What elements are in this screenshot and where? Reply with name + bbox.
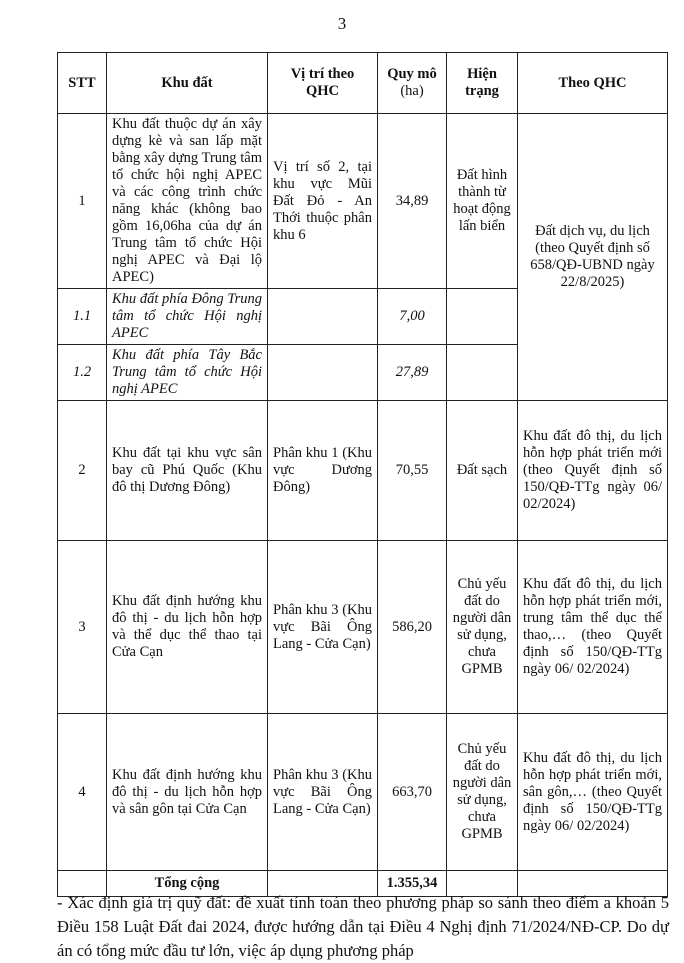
- cell-stt: 4: [58, 714, 107, 871]
- cell-theo-qhc: Khu đất đô thị, du lịch hỗn hợp phát triển mới (theo Quyết định số 150/QĐ-TTg ngày 06/ 02/2024): [518, 401, 668, 541]
- cell-vi-tri: Vị trí số 2, tại khu vực Mũi Đất Đỏ - An Thới thuộc phân khu 6: [268, 114, 378, 289]
- cell-hien-trang: Đất hình thành từ hoạt động lấn biển: [447, 114, 518, 289]
- cell-vi-tri: Phân khu 3 (Khu vực Bãi Ông Lang - Cửa Cạn): [268, 714, 378, 871]
- header-khu-dat: Khu đất: [107, 53, 268, 114]
- header-quy-mo-unit: (ha): [400, 83, 424, 99]
- header-hien-trang: Hiện trạng: [447, 53, 518, 114]
- header-quy-mo: [378, 53, 447, 114]
- cell-quy-mo: 70,55: [378, 401, 447, 541]
- header-quy-mo-label: Quy mô: [387, 66, 437, 82]
- cell-quy-mo: 586,20: [378, 541, 447, 714]
- table-row: [58, 541, 668, 714]
- cell-stt: 1.1: [58, 289, 107, 345]
- table-row: [58, 401, 668, 541]
- table-header-row: [58, 53, 668, 114]
- header-theo-qhc: Theo QHC: [518, 53, 668, 114]
- header-stt: STT: [58, 53, 107, 114]
- cell-total-label: Tổng cộng: [107, 871, 268, 897]
- cell-total-value: 1.355,34: [378, 871, 447, 897]
- page-number: 3: [337, 14, 347, 33]
- cell-khu-dat: Khu đất phía Tây Bắc Trung tâm tổ chức Hội nghị APEC: [107, 345, 268, 401]
- cell-quy-mo: 663,70: [378, 714, 447, 871]
- cell-hien-trang: [447, 289, 518, 345]
- cell-quy-mo: 27,89: [378, 345, 447, 401]
- cell-stt: 2: [58, 401, 107, 541]
- table-row: [58, 714, 668, 871]
- cell-quy-mo: 34,89: [378, 114, 447, 289]
- cell-vi-tri: [268, 345, 378, 401]
- cell-khu-dat: Khu đất định hướng khu đô thị - du lịch hỗn hợp và thể dục thể thao tại Cửa Cạn: [107, 541, 268, 714]
- cell-vi-tri: Phân khu 3 (Khu vực Bãi Ông Lang - Cửa Cạn): [268, 541, 378, 714]
- cell-stt: 1: [58, 114, 107, 289]
- land-table: [57, 52, 668, 897]
- cell-hien-trang: [447, 345, 518, 401]
- cell-stt: 1.2: [58, 345, 107, 401]
- body-paragraph: - Xác định giá trị quỹ đất: đề xuất tính toán theo phương pháp so sánh theo điểm a khoản 5 Điều 158 Luật Đất đai 2024, được hướng dẫn tại Điều 4 Nghị định 71/2024/NĐ-CP. Do dự án có tổng mức đầu tư lớn, việc áp dụng phương pháp: [57, 893, 669, 960]
- cell-khu-dat: Khu đất tại khu vực sân bay cũ Phú Quốc (Khu đô thị Dương Đông): [107, 401, 268, 541]
- cell-hien-trang: Chủ yếu đất do người dân sử dụng, chưa GPMB: [447, 541, 518, 714]
- cell-khu-dat: Khu đất thuộc dự án xây dựng kè và san lấp mặt bằng xây dựng Trung tâm tổ chức hội nghị APEC và các công trình chức năng khác (không bao gồm 16,06ha của dự án Trung tâm tổ chức Hội nghị APEC và Đại lộ APEC): [107, 114, 268, 289]
- cell-theo-qhc: Đất dịch vụ, du lịch (theo Quyết định số 658/QĐ-UBND ngày 22/8/2025): [518, 114, 668, 401]
- cell-quy-mo: 7,00: [378, 289, 447, 345]
- table-row: [58, 114, 668, 289]
- header-vi-tri: Vị trí theo QHC: [268, 53, 378, 114]
- cell-vi-tri: [268, 289, 378, 345]
- cell-khu-dat: Khu đất phía Đông Trung tâm tổ chức Hội nghị APEC: [107, 289, 268, 345]
- cell-theo-qhc: Khu đất đô thị, du lịch hỗn hợp phát triển mới, trung tâm thể dục thể thao,… (theo Quyết định số 150/QĐ-TTg ngày 06/ 02/2024): [518, 541, 668, 714]
- cell-hien-trang: Đất sạch: [447, 401, 518, 541]
- cell-hien-trang: Chủ yếu đất do người dân sử dụng, chưa GPMB: [447, 714, 518, 871]
- cell-vi-tri: Phân khu 1 (Khu vực Dương Đông): [268, 401, 378, 541]
- cell-theo-qhc: Khu đất đô thị, du lịch hỗn hợp phát triển mới, sân gôn,… (theo Quyết định số 150/QĐ-TTg ngày 06/ 02/2024): [518, 714, 668, 871]
- cell-stt: 3: [58, 541, 107, 714]
- cell-khu-dat: Khu đất định hướng khu đô thị - du lịch hỗn hợp và sân gôn tại Cửa Cạn: [107, 714, 268, 871]
